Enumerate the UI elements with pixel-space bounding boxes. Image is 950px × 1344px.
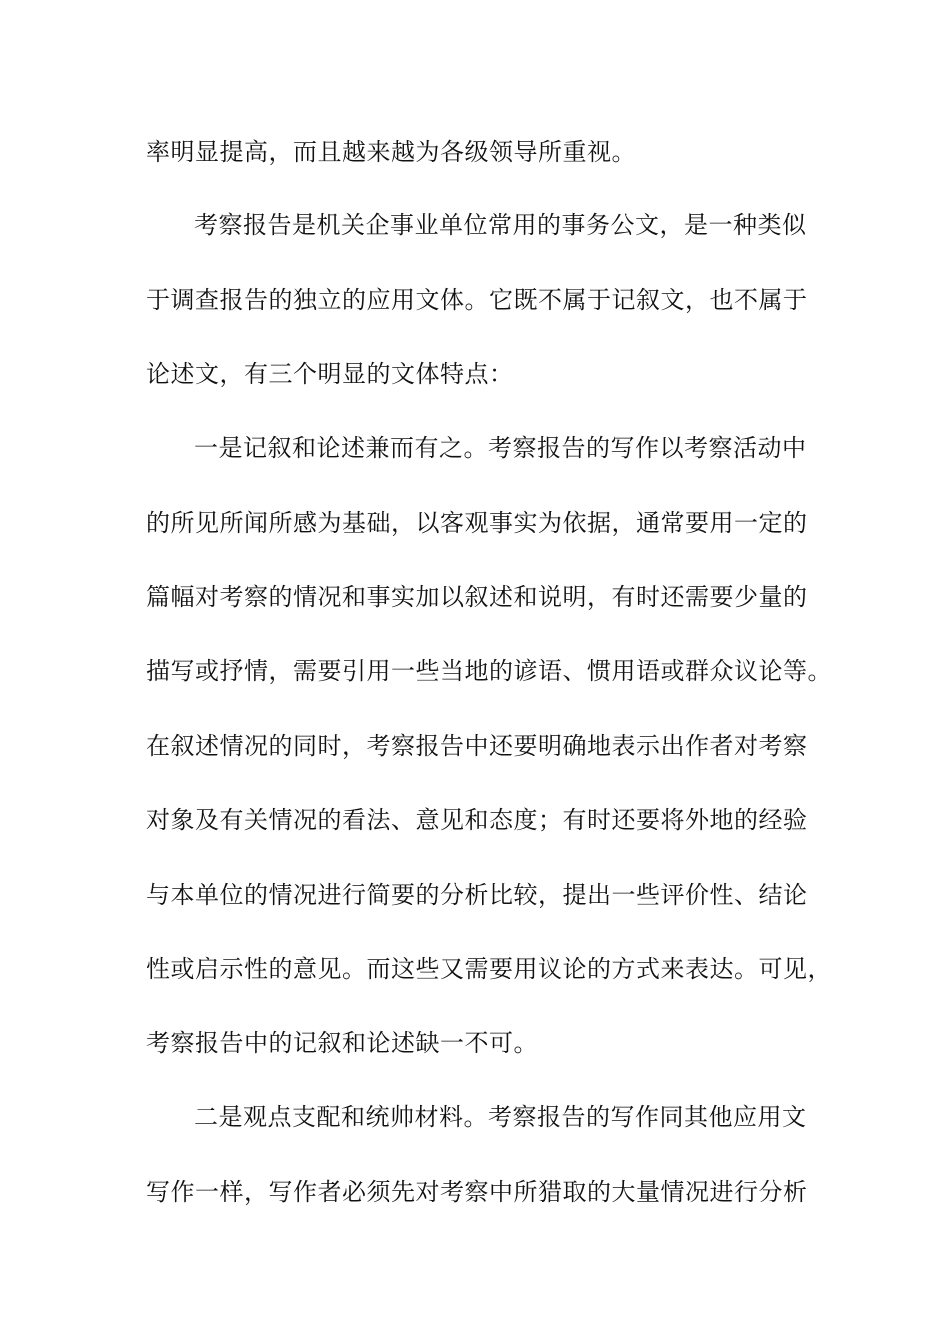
text-line: 考察报告中的记叙和论述缺一不可。: [146, 1029, 538, 1057]
text-line: 于调查报告的独立的应用文体。它既不属于记叙文，也不属于: [146, 286, 808, 314]
text-line: 与本单位的情况进行简要的分析比较，提出一些评价性、结论: [146, 881, 808, 909]
text-line: 一是记叙和论述兼而有之。考察报告的写作以考察活动中: [194, 434, 807, 462]
text-line: 论述文，有三个明显的文体特点：: [146, 360, 514, 388]
text-line: 在叙述情况的同时，考察报告中还要明确地表示出作者对考察: [146, 732, 808, 760]
text-line: 写作一样，写作者必须先对考察中所猎取的大量情况进行分析: [146, 1178, 808, 1206]
text-line: 的所见所闻所感为基础，以客观事实为依据，通常要用一定的: [146, 509, 808, 537]
text-line: 考察报告是机关企事业单位常用的事务公文，是一种类似: [194, 211, 807, 239]
text-line: 对象及有关情况的看法、意见和态度；有时还要将外地的经验: [146, 806, 808, 834]
text-line: 性或启示性的意见。而这些又需要用议论的方式来表达。可见，: [146, 955, 832, 983]
text-line: 二是观点支配和统帅材料。考察报告的写作同其他应用文: [194, 1103, 807, 1131]
text-line: 篇幅对考察的情况和事实加以叙述和说明，有时还需要少量的: [146, 583, 808, 611]
text-line: 率明显提高，而且越来越为各级领导所重视。: [146, 138, 636, 166]
text-line: 描写或抒情，需要引用一些当地的谚语、惯用语或群众议论等。: [146, 657, 832, 685]
